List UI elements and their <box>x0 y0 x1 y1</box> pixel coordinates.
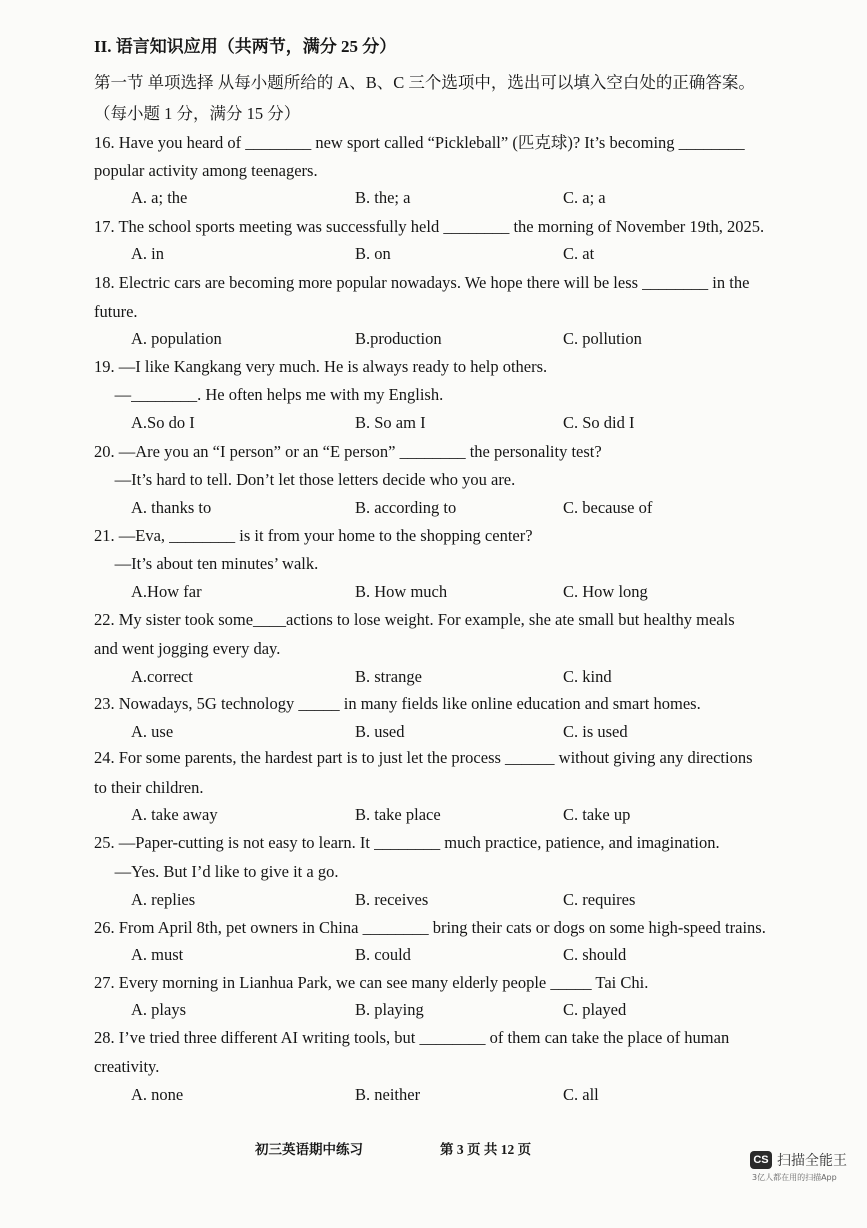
question-28-line: creativity. <box>94 1057 160 1076</box>
question-18-line: future. <box>94 302 138 321</box>
question-23-option-a: A. use <box>131 722 174 741</box>
instruction-line-2: （每小题 1 分，满分 15 分） <box>94 104 301 123</box>
question-24-option-b: B. take place <box>355 805 441 824</box>
question-19-option-a: A.So do I <box>131 413 195 432</box>
question-24-option-c: C. take up <box>563 805 631 824</box>
question-18-line: 18. Electric cars are becoming more popular nowadays. We hope there will be less ________ in the <box>94 273 750 292</box>
question-23-option-c: C. is used <box>563 722 628 741</box>
question-26-option-a: A. must <box>131 945 184 964</box>
watermark-subtitle: 3亿人都在用的扫描App <box>752 1173 837 1182</box>
question-25-option-a: A. replies <box>131 890 196 909</box>
question-16-option-c: C. a; a <box>563 188 606 207</box>
question-19-option-c: C. So did I <box>563 413 635 432</box>
question-23-option-b: B. used <box>355 722 405 741</box>
question-18-option-c: C. pollution <box>563 329 642 348</box>
question-22-line: and went jogging every day. <box>94 639 281 658</box>
question-21-line: 21. —Eva, ________ is it from your home to the shopping center? <box>94 526 533 545</box>
question-27-line: 27. Every morning in Lianhua Park, we can see many elderly people _____ Tai Chi. <box>94 973 649 992</box>
section-heading: II. 语言知识应用（共两节，满分 25 分） <box>94 37 397 56</box>
question-22-option-a: A.correct <box>131 667 193 686</box>
question-20-line: —It’s hard to tell. Don’t let those letters decide who you are. <box>94 470 516 489</box>
footer-page-number: 第 3 页 共 12 页 <box>440 1142 532 1157</box>
question-27-option-c: C. played <box>563 1000 627 1019</box>
question-21-option-c: C. How long <box>563 582 648 601</box>
question-21-option-b: B. How much <box>355 582 448 601</box>
question-24-line: 24. For some parents, the hardest part is to just let the process ______ without giving any directions <box>94 748 753 767</box>
question-25-line: 25. —Paper-cutting is not easy to learn. It ________ much practice, patience, and imagination. <box>94 833 720 852</box>
question-21-option-a: A.How far <box>131 582 202 601</box>
question-20-line: 20. —Are you an “I person” or an “E person” ________ the personality test? <box>94 442 602 461</box>
footer-title: 初三英语期中练习 <box>255 1142 363 1157</box>
question-18-option-b: B.production <box>355 329 442 348</box>
question-20-option-a: A. thanks to <box>131 498 212 517</box>
question-22-option-c: C. kind <box>563 667 612 686</box>
camscanner-logo-icon: CS <box>750 1151 772 1169</box>
scanner-watermark <box>750 1150 847 1170</box>
question-19-line: 19. —I like Kangkang very much. He is always ready to help others. <box>94 357 548 376</box>
question-28-option-b: B. neither <box>355 1085 421 1104</box>
question-18-option-a: A. population <box>131 329 222 348</box>
question-17-option-a: A. in <box>131 244 164 263</box>
question-16-line: 16. Have you heard of ________ new sport called “Pickleball” (匹克球)? It’s becoming ________ <box>94 133 745 152</box>
question-17-line: 17. The school sports meeting was successfully held ________ the morning of November 19th, 2025. <box>94 217 765 236</box>
question-25-line: —Yes. But I’d like to give it a go. <box>94 862 339 881</box>
question-19-line: —________. He often helps me with my English. <box>94 385 444 404</box>
question-27-option-b: B. playing <box>355 1000 424 1019</box>
question-16-line: popular activity among teenagers. <box>94 161 318 180</box>
question-26-option-b: B. could <box>355 945 411 964</box>
question-24-line: to their children. <box>94 778 204 797</box>
question-25-option-b: B. receives <box>355 890 429 909</box>
question-24-option-a: A. take away <box>131 805 218 824</box>
instruction-line-1: 第一节 单项选择 从每小题所给的 A、B、C 三个选项中，选出可以填入空白处的正确答案。 <box>94 73 755 92</box>
watermark-title: 扫描全能王 <box>777 1153 847 1169</box>
question-16-option-a: A. a; the <box>131 188 188 207</box>
question-26-line: 26. From April 8th, pet owners in China ________ bring their cats or dogs on some high-speed trains. <box>94 918 766 937</box>
question-28-option-a: A. none <box>131 1085 184 1104</box>
question-27-option-a: A. plays <box>131 1000 186 1019</box>
question-20-option-c: C. because of <box>563 498 653 517</box>
question-16-option-b: B. the; a <box>355 188 411 207</box>
question-22-option-b: B. strange <box>355 667 422 686</box>
question-17-option-c: C. at <box>563 244 595 263</box>
question-25-option-c: C. requires <box>563 890 636 909</box>
question-21-line: —It’s about ten minutes’ walk. <box>94 554 319 573</box>
question-28-line: 28. I’ve tried three different AI writing tools, but ________ of them can take the place of human <box>94 1028 730 1047</box>
question-17-option-b: B. on <box>355 244 391 263</box>
question-20-option-b: B. according to <box>355 498 457 517</box>
question-28-option-c: C. all <box>563 1085 599 1104</box>
question-22-line: 22. My sister took some____actions to lose weight. For example, she ate small but healthy meals <box>94 610 735 629</box>
question-23-line: 23. Nowadays, 5G technology _____ in many fields like online education and smart homes. <box>94 694 701 713</box>
question-26-option-c: C. should <box>563 945 627 964</box>
question-19-option-b: B. So am I <box>355 413 426 432</box>
